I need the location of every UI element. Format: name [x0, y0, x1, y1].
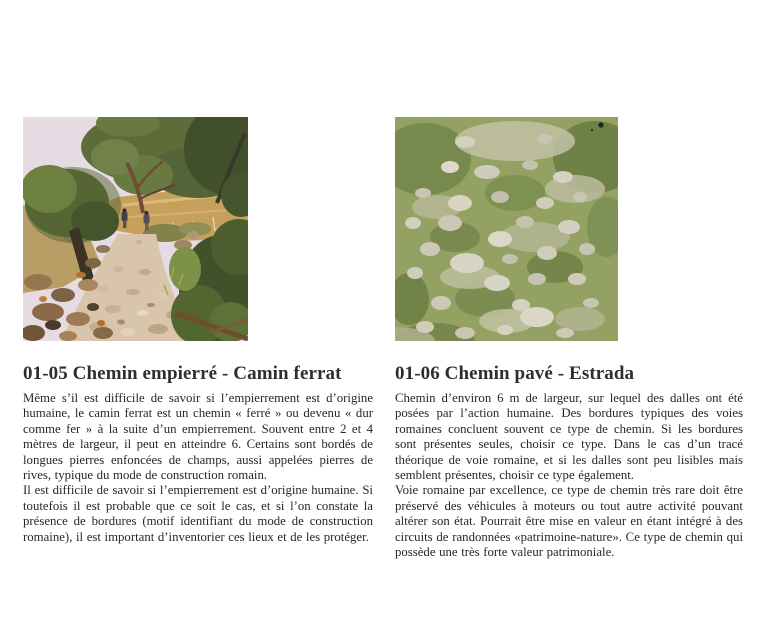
section-body-chemin-pave	[395, 391, 743, 560]
paragraph: Voie romaine par excellence, ce type de chemin très rare doit être préservé des véhicules à moteurs ou tout autre activité pouvant altérer son état. Pourrait être mise en valeur en étant intégré à des circuits de randonnées «patrimoine-nature». Ce type de chemin qui possède une très forte valeur patrimoniale.	[395, 483, 743, 560]
section-title-chemin-pave: 01-06 Chemin pavé - Estrada	[395, 363, 635, 384]
paragraph: Chemin d’environ 6 m de largeur, sur lequel des dalles ont été posées par l’action humaine. Des bordures typiques des voies romaines concluent souvent ce type de chemin. Si les bordures sont présentes seules, choisir ce type. Dans le cas d’un tracé théorique de voie romaine, et si les dalles sont peu lisibles mais semblent présentes, choisir ce type également.	[395, 391, 743, 483]
paragraph: Il est difficile de savoir si l’empierrement est d’origine humaine. Si toutefois il est probable que ce soit le cas, et si l’on constate la présence de bordures (motif identifiant du mode de construction romaine), il est important d’inventorier ces lieux et de les protéger.	[23, 483, 373, 544]
chemin-pave-photo	[395, 117, 618, 341]
section-title-chemin-empierre: 01-05 Chemin empierré - Camin ferrat	[23, 363, 342, 384]
section-body-chemin-empierre	[23, 391, 373, 545]
paragraph: Même s’il est difficile de savoir si l’empierrement est d’origine humaine, le camin ferrat est un chemin « ferré » ou devenu « dur comme fer » à la suite d’un empierrement. Souvent entre 2 et 4 mètres de largeur, il peut en atteindre 6. Certains sont bordés de longues pierres enfoncées de champs, aussi appelées pierres de rives, typique du mode de construction romain.	[23, 391, 373, 483]
section-chemin-pave	[395, 0, 743, 560]
chemin-empierre-photo	[23, 117, 248, 341]
section-chemin-empierre	[23, 0, 373, 545]
